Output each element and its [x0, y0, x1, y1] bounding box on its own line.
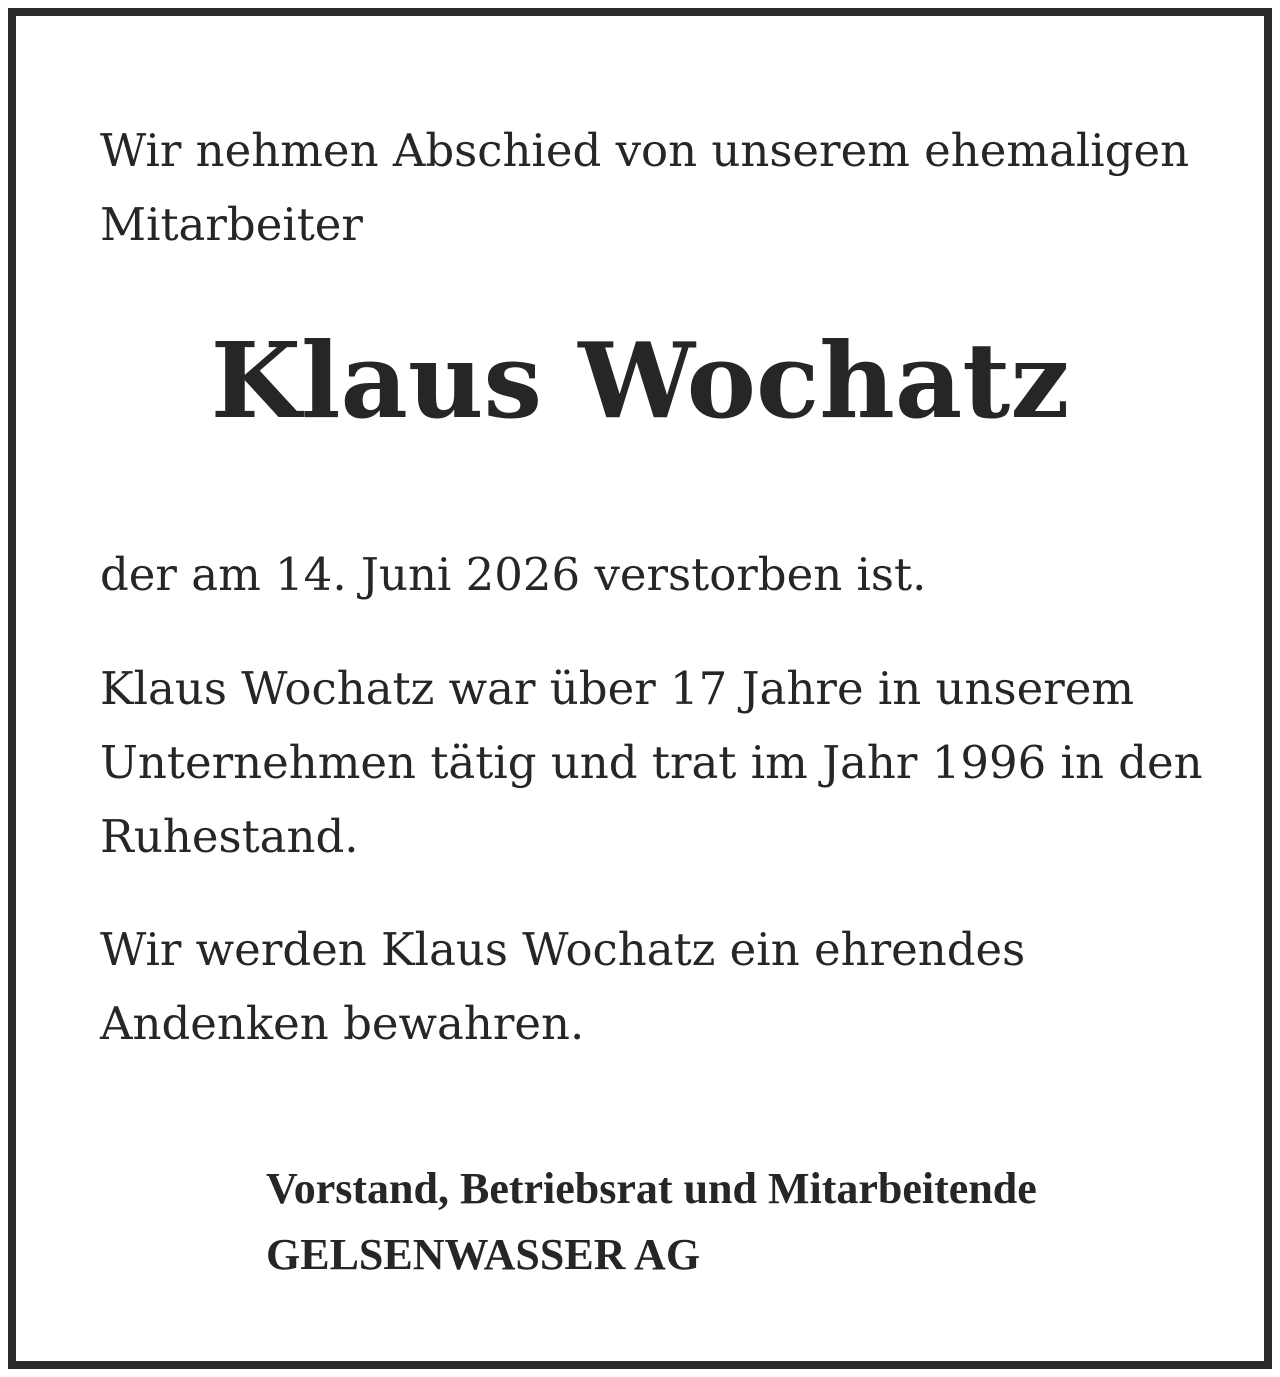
obituary-notice-frame — [8, 8, 1272, 1369]
career-text: Klaus Wochatz war über 17 Jahre in unserem Unternehmen tätig und trat im Jahr 1996 in den Ruhestand. — [100, 662, 1203, 863]
intro-text: Wir nehmen Abschied von unserem ehemaligen Mitarbeiter — [100, 124, 1190, 251]
deceased-name: Klaus Wochatz — [210, 319, 1070, 442]
signature-line-1: Vorstand, Betriebsrat und Mitarbeitende — [266, 1164, 1037, 1213]
death-date-text: der am 14. Juni 2026 verstorben ist. — [100, 548, 927, 601]
remembrance-text: Wir werden Klaus Wochatz ein ehrendes Andenken bewahren. — [100, 923, 1026, 1050]
company-name: GELSENWASSER AG — [266, 1230, 701, 1279]
signature-block — [266, 1156, 1246, 1288]
